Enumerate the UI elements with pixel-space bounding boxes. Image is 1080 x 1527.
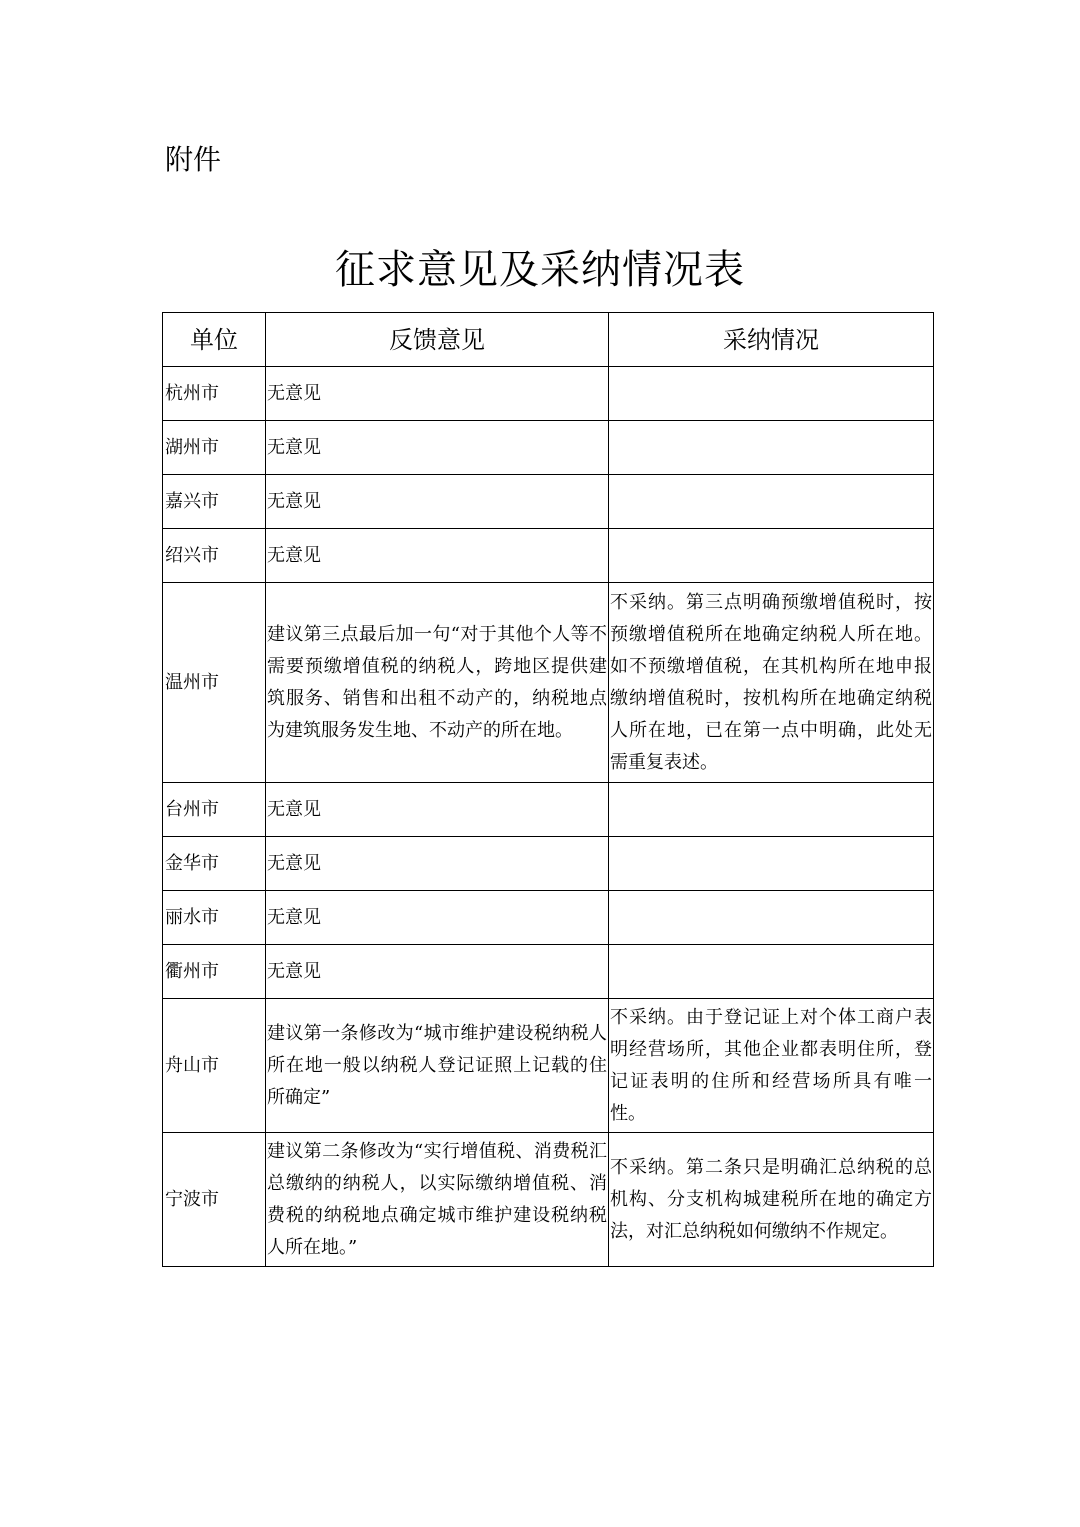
adoption-cell: 不采纳。第二条只是明确汇总纳税的总机构、分支机构城建税所在地的确定方法，对汇总纳税如何缴纳不作规定。 <box>609 1133 934 1267</box>
table-row <box>163 367 934 421</box>
table-row <box>163 583 934 783</box>
attachment-label: 附件 <box>165 143 222 176</box>
feedback-cell: 无意见 <box>266 837 609 891</box>
unit-cell: 衢州市 <box>163 945 266 999</box>
table-row <box>163 529 934 583</box>
unit-cell: 绍兴市 <box>163 529 266 583</box>
feedback-cell: 建议第三点最后加一句“对于其他个人等不需要预缴增值税的纳税人，跨地区提供建筑服务、销售和出租不动产的，纳税地点为建筑服务发生地、不动产的所在地。 <box>266 583 609 783</box>
adoption-cell <box>609 421 934 475</box>
table-row <box>163 945 934 999</box>
feedback-cell: 无意见 <box>266 945 609 999</box>
feedback-cell: 无意见 <box>266 783 609 837</box>
table-row <box>163 1133 934 1267</box>
unit-cell: 宁波市 <box>163 1133 266 1267</box>
unit-cell: 湖州市 <box>163 421 266 475</box>
adoption-cell <box>609 837 934 891</box>
feedback-cell: 无意见 <box>266 367 609 421</box>
feedback-cell: 建议第二条修改为“实行增值税、消费税汇总缴纳的纳税人，以实际缴纳增值税、消费税的纳税地点确定城市维护建设税纳税人所在地。” <box>266 1133 609 1267</box>
feedback-cell: 无意见 <box>266 475 609 529</box>
table-row <box>163 783 934 837</box>
adoption-cell <box>609 475 934 529</box>
header-adoption: 采纳情况 <box>609 313 934 367</box>
table-row <box>163 891 934 945</box>
table-row <box>163 475 934 529</box>
table-header-row <box>163 313 934 367</box>
adoption-cell <box>609 891 934 945</box>
table-row <box>163 999 934 1133</box>
document-title: 征求意见及采纳情况表 <box>335 247 745 293</box>
adoption-cell <box>609 783 934 837</box>
feedback-cell: 无意见 <box>266 891 609 945</box>
unit-cell: 温州市 <box>163 583 266 783</box>
feedback-table <box>162 312 934 1267</box>
adoption-cell: 不采纳。由于登记证上对个体工商户表明经营场所，其他企业都表明住所，登记证表明的住所和经营场所具有唯一性。 <box>609 999 934 1133</box>
feedback-cell: 无意见 <box>266 421 609 475</box>
unit-cell: 杭州市 <box>163 367 266 421</box>
unit-cell: 丽水市 <box>163 891 266 945</box>
table-row <box>163 421 934 475</box>
header-feedback: 反馈意见 <box>266 313 609 367</box>
unit-cell: 金华市 <box>163 837 266 891</box>
feedback-cell: 无意见 <box>266 529 609 583</box>
table-row <box>163 837 934 891</box>
unit-cell: 台州市 <box>163 783 266 837</box>
unit-cell: 嘉兴市 <box>163 475 266 529</box>
adoption-cell <box>609 529 934 583</box>
adoption-cell <box>609 367 934 421</box>
adoption-cell <box>609 945 934 999</box>
unit-cell: 舟山市 <box>163 999 266 1133</box>
adoption-cell: 不采纳。第三点明确预缴增值税时，按预缴增值税所在地确定纳税人所在地。如不预缴增值税，在其机构所在地申报缴纳增值税时，按机构所在地确定纳税人所在地，已在第一点中明确，此处无需重复表述。 <box>609 583 934 783</box>
header-unit: 单位 <box>163 313 266 367</box>
feedback-cell: 建议第一条修改为“城市维护建设税纳税人所在地一般以纳税人登记证照上记载的住所确定” <box>266 999 609 1133</box>
